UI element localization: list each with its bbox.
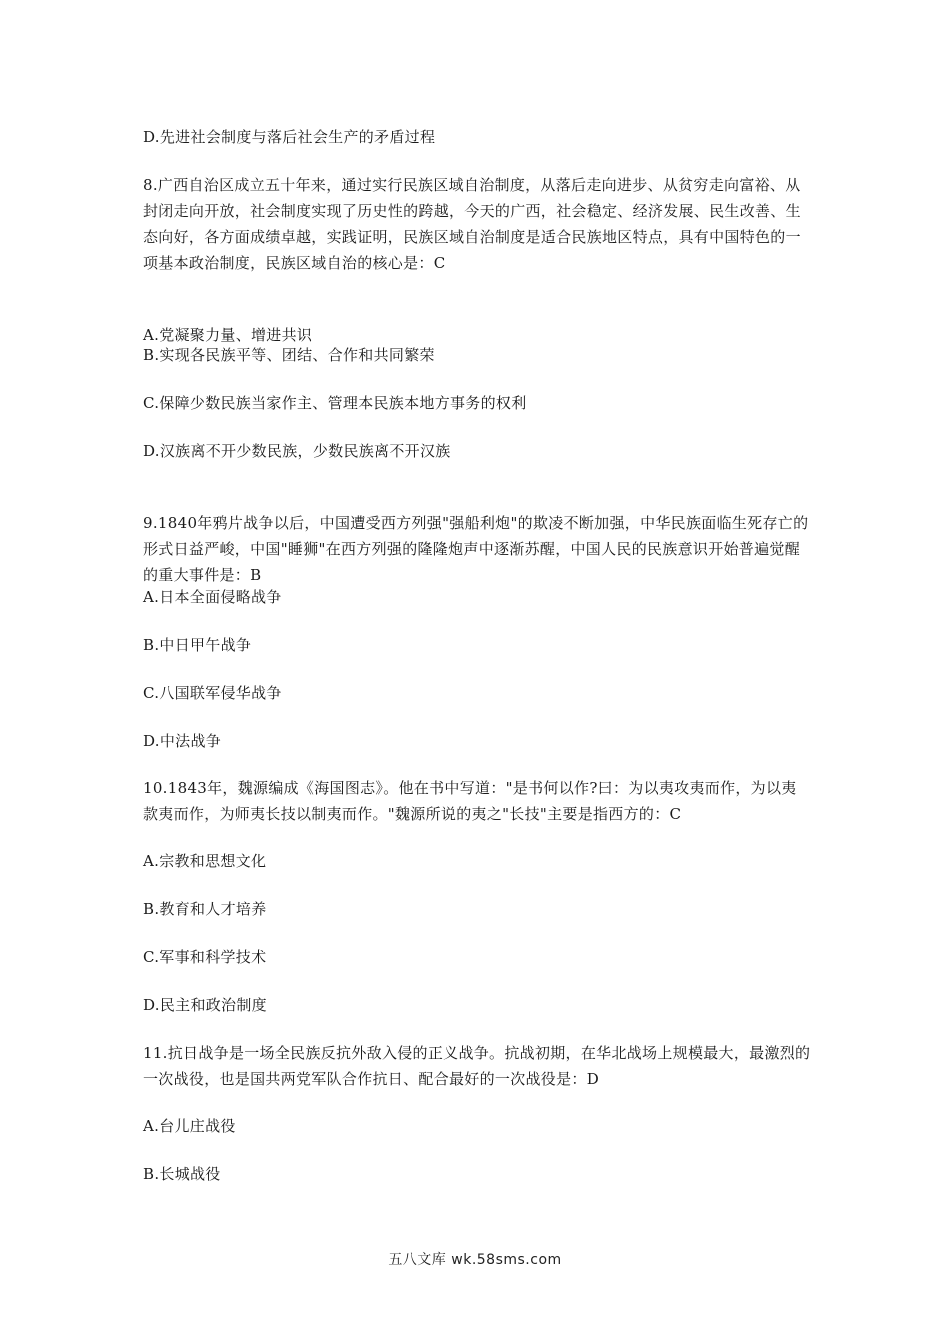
q9-stem: 9.1840年鸦片战争以后，中国遭受西方列强"强船利炮"的欺凌不断加强，中华民族面临生死存亡的形式日益严峻，中国"睡狮"在西方列强的隆隆炮声中逐渐苏醒，中国人民的民族意识开始普遍觉醒的重大事件是：B: [143, 514, 809, 584]
q9-option-d: D.中法战争: [143, 732, 222, 750]
q11-option-a: A.台儿庄战役: [143, 1117, 236, 1135]
q11-stem: 11.抗日战争是一场全民族反抗外敌入侵的正义战争。抗战初期，在华北战场上规模最大，最激烈的一次战役，也是国共两党军队合作抗日、配合最好的一次战役是：D: [143, 1044, 811, 1088]
page-footer: 五八文库 wk.58sms.com: [388, 1252, 562, 1268]
q11-option-b: B.长城战役: [143, 1165, 221, 1183]
q8-option-b: B.实现各民族平等、团结、合作和共同繁荣: [143, 346, 435, 364]
q7-option-d: D.先进社会制度与落后社会生产的矛盾过程: [143, 128, 436, 146]
q10-option-d: D.民主和政治制度: [143, 996, 267, 1014]
q8-stem: 8.广西自治区成立五十年来，通过实行民族区域自治制度，从落后走向进步、从贫穷走向富裕、从封闭走向开放，社会制度实现了历史性的跨越，今天的广西，社会稳定、经济发展、民生改善、生态向好，各方面成绩卓越，实践证明，民族区域自治制度是适合民族地区特点，具有中国特色的一项基本政治制度，民族区域自治的核心是：C: [143, 176, 801, 272]
q10-option-b: B.教育和人才培养: [143, 900, 267, 918]
q8-option-d: D.汉族离不开少数民族，少数民族离不开汉族: [143, 442, 451, 460]
q9-option-b: B.中日甲午战争: [143, 636, 252, 654]
q9-option-c: C.八国联军侵华战争: [143, 684, 282, 702]
q10-option-c: C.军事和科学技术: [143, 948, 267, 966]
q8-option-a: A.党凝聚力量、增进共识: [143, 326, 313, 344]
q10-option-a: A.宗教和思想文化: [143, 852, 267, 870]
q9-option-a: A.日本全面侵略战争: [143, 588, 282, 606]
q8-option-c: C.保障少数民族当家作主、管理本民族本地方事务的权利: [143, 394, 527, 412]
q10-stem: 10.1843年，魏源编成《海国图志》。他在书中写道："是书何以作?曰：为以夷攻夷而作，为以夷款夷而作，为师夷长技以制夷而作。"魏源所说的夷之"长技"主要是指西方的：C: [143, 779, 797, 823]
